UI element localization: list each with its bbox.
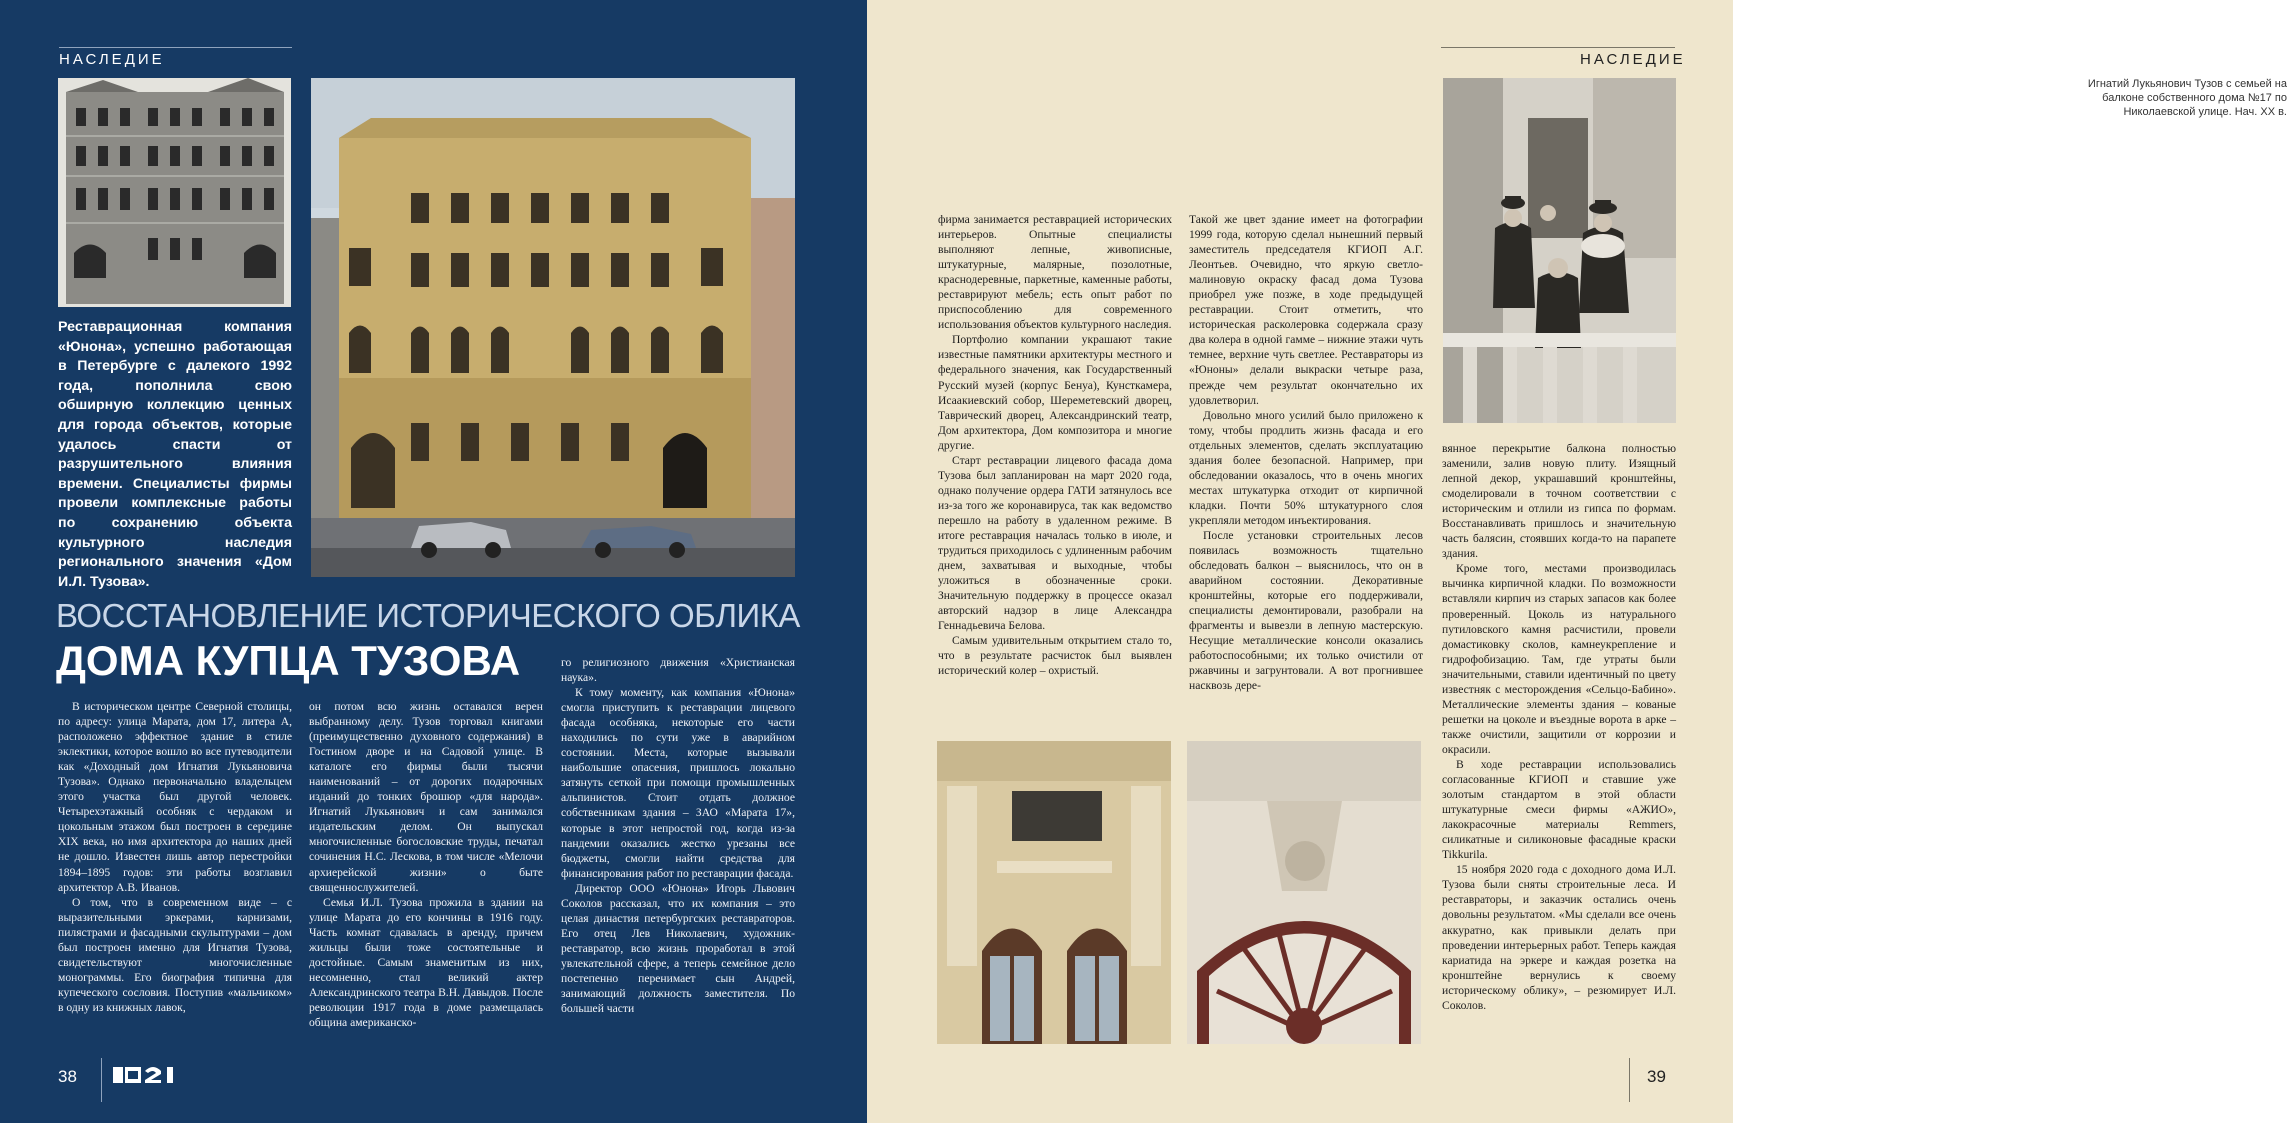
lead-paragraph: Реставрационная компания «Юнона», успешно работающая в Петербурге с далекого 1992 года, пополнила свою обширную коллекцию ценных для города объектов, которые удалось спасти от разрушительного влияния времени. Специалисты фирмы провели комплексные работы по сохранению объекта культурного наследия регионального значения «Дом И.Л. Тузова». [58,319,292,590]
paragraph: В ходе реставрации использовались согласованные КГИОП и ставшие уже золотым стандартом в этой области штукатурные смеси фирмы «АЖИО», лакокрасочные материалы Remmers, силикатные и силиконовые фасадные краски Tikkurila. [1442,757,1676,862]
right-text-column-3 [1442,441,1676,1013]
restored-window-detail-photo [937,741,1171,1044]
paragraph: го религиозного движения «Христианская наука». [561,656,795,685]
photo-caption: Игнатий Лукьянович Тузов с семьей на балконе собственного дома №17 по Николаевской улице. Нач. ХХ в. [2087,78,2287,118]
stucco-fanlight-detail-photo [1187,741,1421,1044]
tuzov-house-facade-photo [311,78,795,577]
left-text-column-1 [58,699,292,1015]
paragraph: К тому моменту, как компания «Юнона» смогла приступить к реставрации лицевого фасада особняка, некоторые его части находились по сути уже в аварийном состоянии. Места, которые вызывали наибольшие опасения, пришлось локально затянуть сеткой при помощи промышленных альпинистов. Стоит отдать должное собственникам здания – ЗАО «Марата 17», которые в этот непростой год, когда из-за пандемии оказались жестко урезаны все бюджеты, смогли найти средства для финансирования работ по реставрации фасада. [561,686,795,880]
section-label: НАСЛЕДИЕ [59,51,165,68]
paragraph: вянное перекрытие балкона полностью заменили, залив новую плиту. Изящный лепной декор, украшавший кронштейны, смоделировали в точном соответствии с историческим и отлили из гипса по формам. Восстанавливать пришлось и значительную часть балясин, стоявших когда-то на парапете здания. [1442,442,1676,561]
paragraph: Такой же цвет здание имеет на фотографии 1999 года, которую сделал нынешний первый заместитель председателя КГИОП А.Г. Леонтьев. Очевидно, что яркую светло-малиновую окраску фасад дома Тузова приобрел уже позже, в ходе предыдущей реставрации. Стоит отметить, что историческая расколеровка содержала сразу два колера в одной гамме – нижние этажи чуть темнее, верхние чуть светлее. Реставраторы из «Юноны» делали выкраски четыре раза, прежде чем результат окончательно их удовлетворил. [1189,213,1423,407]
paragraph: Директор ООО «Юнона» Игорь Львович Соколов рассказал, что их компания – это целая династия петербургских реставраторов. Его отец Лев Николаевич, художник-реставратор, всю жизнь проработал в этой увлекательной сфере, а теперь семейное дело постепенно перенимает сын Андрей, занимающий должность заместителя. По большей части [561,881,795,1016]
paragraph: Кроме того, местами производилась вычинка кирпичной кладки. По возможности вставляли кирпич из старых запасов как более проверенный. Цоколь из натурального путиловского камня расчистили, провели домастиковку сколов, камнеукрепление и гидрофобизацию. Там, где утраты были значительными, ставили идентичный по цвету известняк с месторождения «Сельцо-Бабино». Металлические элементы здания – кованые решетки на цоколе и въездные ворота в арке – также очистили, защитили от коррозии и окрасили. [1442,562,1676,756]
left-page [0,0,867,1123]
paragraph: он потом всю жизнь оставался верен выбранному делу. Тузов торговал книгами (преимущественно духовного содержания) в Гостином дворе и на Садовой улице. В каталоге его фирмы были тысячи наименований – от дорогих подарочных изданий до тонких брошюр «для народа». Игнатий Лукьянович и сам занимался издательским делом. Он выпускал многочисленные богословские труды, печатал сочинения Н.С. Лескова, в том числе «Мелочи архиерейской жизни» о быте священнослужителей. [309,700,543,894]
paragraph: Самым удивительным открытием стало то, что в результате расчисток был выявлен исторический колер – охристый. [938,634,1172,678]
paragraph: Довольно много усилий было приложено к тому, чтобы продлить жизнь фасада и его отдельных элементов, сделать эксплуатацию здания более безопасной. Например, при обследовании оказалось, что в очень многих местах штукатурка отходит от кирпичной кладки. Почти 50% штукатурного слоя укрепляли методом инъектирования. [1189,408,1423,527]
magazine-logo [113,1063,189,1087]
paragraph: Семья И.Л. Тузова прожила в здании на улице Марата до его кончины в 1916 году. Часть комнат сдавалась в аренду, причем жильцы были тоже состоятельные и достойные. Самым знаменитым из них, несомненно, стал великий актер Александринского театра В.Н. Давыдов. После революции 1917 года в доме размещалась община американско- [309,895,543,1029]
page-number: 39 [1647,1067,1666,1086]
paragraph: Старт реставрации лицевого фасада дома Тузова был запланирован на март 2020 года, однако получение ордера ГАТИ затянулось все из-за того же коронавируса, так как ведомство перешло на работу в удаленном режиме. В итоге реставрация началась только в июле, и трудиться приходилось с удлиненным рабочим днем, захватывая и выходные, чтобы уложиться в обозначенные сроки. Значительную поддержку в процессе оказал авторский надзор в лице Александра Геннадьевича Белова. [938,453,1172,633]
paragraph: О том, что в современном виде – с выразительными эркерами, карнизами, пилястрами и фасадными скульптурами – дом был построен именно для Игнатия Тузова, свидетельствуют многочисленные монограммы. Его биография типична для купеческого сословия. Поступив «мальчиком» в одну из книжных лавок, [58,895,292,1014]
article-title-line2: ДОМА КУПЦА ТУЗОВА [56,637,521,684]
page-number: 38 [58,1067,77,1086]
historic-building-engraving [58,78,291,307]
article-title-line1: ВОССТАНОВЛЕНИЕ ИСТОРИЧЕСКОГО ОБЛИКА [56,597,800,634]
header-rule [1441,47,1675,48]
header-rule [59,47,292,48]
paragraph: После установки строительных лесов появилась возможность тщательно обследовать балкон – выяснилось, что он в аварийном состоянии. Декоративные кронштейны, которые его поддерживали, специалисты демонтировали, разобрали на фрагменты и вывезли в лепную мастерскую. Несущие металлические консоли оказались работоспособными; их только очистили от ржавчины и загрунтовали. А вот прогнившее насквозь дере- [1189,528,1423,693]
paragraph: В историческом центре Северной столицы, по адресу: улица Марата, дом 17, литера А, расположено эффектное здание в стиле эклектики, которое вошло во все путеводители как «Доходный дом Игнатия Лукьяновича Тузова». Однако первоначально владельцем этого участка был другой человек. Четырехэтажный особняк с чердаком и цокольным этажом был построен в середине XIX века, но имя архитектора до наших дней не дошло. Известен лишь автор перестройки 1894–1895 годов: эти работы возглавил архитектор А.В. Иванов. [58,700,292,894]
right-text-column-1 [938,212,1172,678]
footer-divider [101,1058,102,1102]
left-text-column-3 [561,655,795,1016]
paragraph: Портфолио компании украшают такие известные памятники архитектуры местного и федерального значения, как Государственный Русский музей (корпус Бенуа), Кунсткамера, Исаакиевский собор, Шереметевский дворец, Таврический дворец, Александринский театр, Дом архитектора, Дом композитора и многие другие. [938,333,1172,452]
footer-divider [1629,1058,1630,1102]
right-text-column-2 [1189,212,1423,694]
tuzov-family-balcony-photo [1443,78,1676,423]
paragraph: фирма занимается реставрацией исторических интерьеров. Опытные специалисты выполняют лепные, живописные, штукатурные, малярные, позолотные, краснодеревные, паркетные, каменные работы, реставрируют мебель; есть опыт работ по приспособлению для современного использования объектов культурного наследия. [938,213,1172,332]
left-text-column-2 [309,699,543,1030]
section-label: НАСЛЕДИЕ [1580,51,1686,68]
right-page [867,0,2287,1123]
paragraph: 15 ноября 2020 года с доходного дома И.Л. Тузова были сняты строительные леса. И реставраторы, и заказчик остались очень довольны результатом. «Мы сделали все очень аккуратно, как привыкли делать при проведении интерьерных работ. Теперь каждая кариатида на эркере и каждая розетка на кронштейне вернулись к своему историческому облику», – резюмирует И.Л. Соколов. [1442,863,1676,1012]
